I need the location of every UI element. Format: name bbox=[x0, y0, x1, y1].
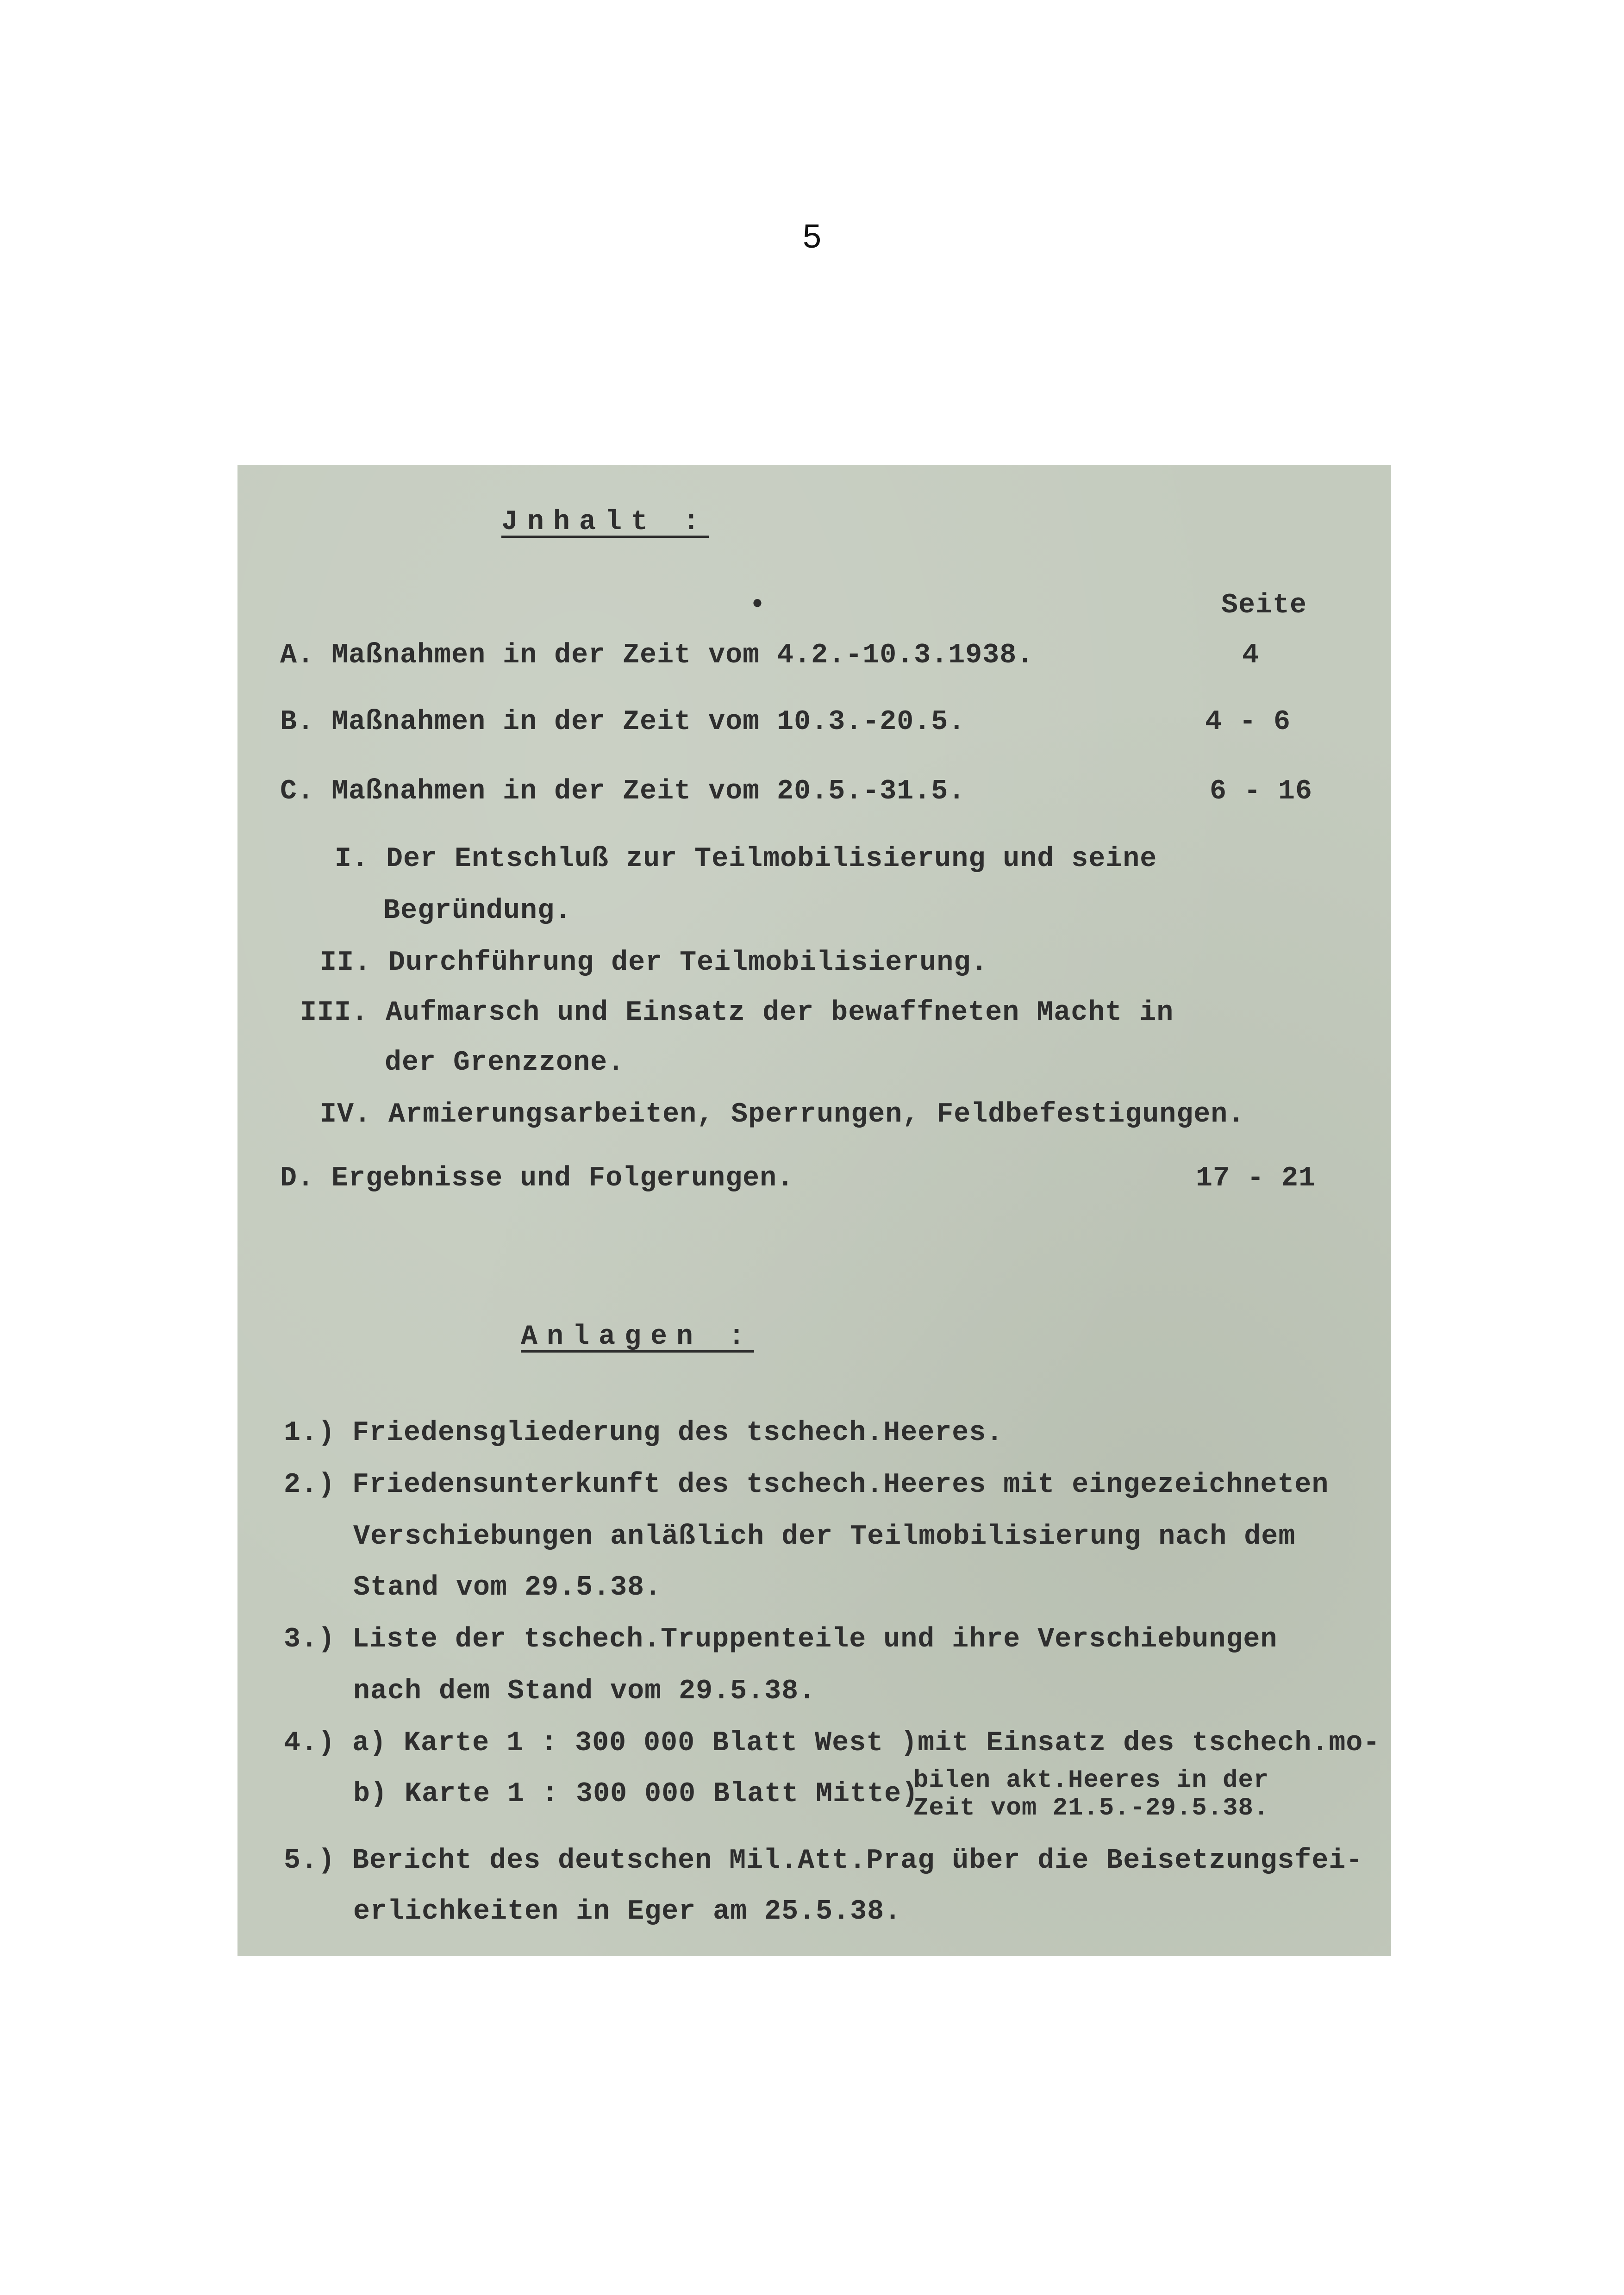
attachment-4-line-a: 4.) a) Karte 1 : 300 000 Blatt West )mit Einsatz des tschech.mo- bbox=[284, 1727, 1380, 1759]
section-b-pages: 4 - 6 bbox=[1205, 706, 1291, 738]
attachment-3-line2: nach dem Stand vom 29.5.38. bbox=[353, 1676, 816, 1707]
section-a-title: A. Maßnahmen in der Zeit vom 4.2.-10.3.1938. bbox=[280, 640, 1034, 671]
section-a-pages: 4 bbox=[1242, 640, 1260, 671]
subsection-i-line1: I. Der Entschluß zur Teilmobilisierung und seine bbox=[335, 843, 1157, 875]
stray-dot: • bbox=[749, 590, 767, 621]
subsection-iv: IV. Armierungsarbeiten, Sperrungen, Feldbefestigungen. bbox=[320, 1099, 1245, 1130]
attachment-2-line1: 2.) Friedensunterkunft des tschech.Heeres mit eingezeichneten bbox=[284, 1469, 1329, 1501]
section-c-pages: 6 - 16 bbox=[1210, 776, 1313, 807]
page-number: 5 bbox=[802, 218, 822, 255]
scanned-document bbox=[237, 465, 1391, 1956]
subsection-ii: II. Durchführung der Teilmobilisierung. bbox=[320, 947, 988, 979]
attachment-4-note-line2: Zeit vom 21.5.-29.5.38. bbox=[913, 1794, 1269, 1822]
attachment-1: 1.) Friedensgliederung des tschech.Heeres. bbox=[284, 1417, 1004, 1449]
subsection-iii-line2: der Grenzzone. bbox=[385, 1047, 625, 1079]
subsection-i-line2: Begründung. bbox=[383, 895, 572, 927]
attachment-5-line1: 5.) Bericht des deutschen Mil.Att.Prag über die Beisetzungsfei- bbox=[284, 1845, 1363, 1877]
attachment-4-line-b: b) Karte 1 : 300 000 Blatt Mitte) bbox=[353, 1778, 919, 1810]
attachment-2-line3: Stand vom 29.5.38. bbox=[353, 1572, 662, 1603]
section-b-title: B. Maßnahmen in der Zeit vom 10.3.-20.5. bbox=[280, 706, 966, 738]
contents-heading: Jnhalt : bbox=[501, 506, 709, 538]
attachment-2-line2: Verschiebungen anläßlich der Teilmobilisierung nach dem bbox=[353, 1521, 1296, 1553]
section-d-title: D. Ergebnisse und Folgerungen. bbox=[280, 1163, 794, 1194]
attachments-heading: Anlagen : bbox=[521, 1321, 755, 1353]
subsection-iii-line1: III. Aufmarsch und Einsatz der bewaffneten Macht in bbox=[300, 997, 1174, 1029]
attachment-4-note-line1: bilen akt.Heeres in der bbox=[913, 1766, 1269, 1795]
attachment-3-line1: 3.) Liste der tschech.Truppenteile und ihre Verschiebungen bbox=[284, 1624, 1278, 1655]
attachment-5-line2: erlichkeiten in Eger am 25.5.38. bbox=[353, 1896, 902, 1927]
section-d-pages: 17 - 21 bbox=[1196, 1163, 1316, 1194]
section-c-title: C. Maßnahmen in der Zeit vom 20.5.-31.5. bbox=[280, 776, 966, 807]
page-column-header: Seite bbox=[1221, 590, 1307, 621]
